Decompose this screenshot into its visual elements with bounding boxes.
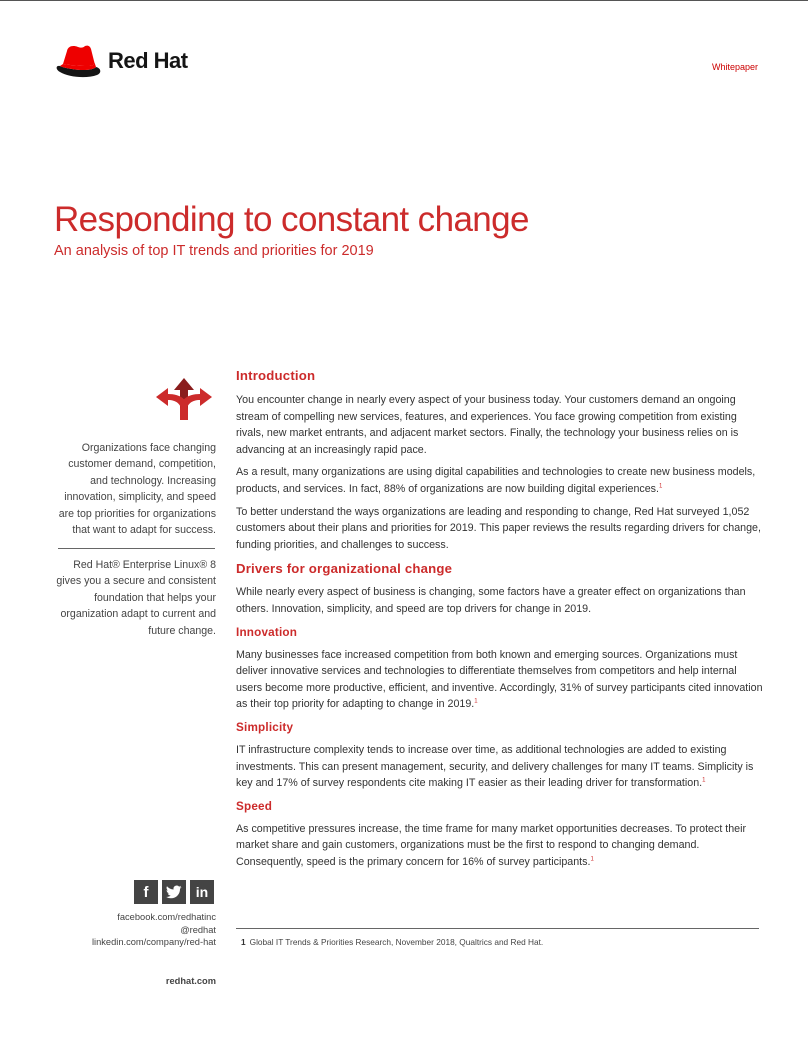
website-link[interactable]: redhat.com (165, 976, 216, 986)
sidebar-callout: Organizations face changing customer demand, competition, and technology. Increasing innovation, simplicity, and speed are top priorities for organizations that want to adapt for success. (58, 442, 216, 537)
footnote-ref: 1 (702, 777, 706, 784)
red-hat-logo[interactable] (54, 44, 188, 78)
section-heading-introduction: Introduction (236, 368, 316, 383)
footnote-divider (236, 928, 759, 929)
top-rule (0, 0, 808, 1)
subheading-speed: Speed (236, 799, 273, 813)
sidebar-divider (58, 548, 215, 549)
intro-paragraph-2: As a result, many organizations are using digital capabilities and technologies to create new business models, products, and services. In fact, 88% of organizations are now building digital experiences.$^1$ (236, 466, 756, 495)
intro-paragraph-1: You encounter change in nearly every aspect of your business today. Your customers demand an ongoing stream of compelling new services, features, and experiences. You face growing competition from existing rivals, new market entrants, and adjacent market sectors. Finally, the technology your business relies on is advancing at an increasingly rapid pace. (236, 394, 739, 456)
page-title: Responding to constant change (54, 200, 529, 239)
twitter-link[interactable]: @redhat (180, 924, 216, 935)
footnote-text: Global IT Trends & Priorities Research, November 2018, Qualtrics and Red Hat. (249, 937, 544, 947)
footnote-ref: 1 (590, 856, 594, 863)
branching-arrows-icon (154, 376, 214, 422)
footnote (241, 937, 543, 947)
red-hat-logo-icon (54, 44, 102, 78)
section-heading-drivers: Drivers for organizational change (236, 561, 453, 577)
document-type-label: Whitepaper (711, 62, 758, 72)
facebook-icon[interactable]: f (134, 880, 158, 904)
main-content (236, 366, 764, 870)
drivers-paragraph: While nearly every aspect of business is changing, some factors have a greater effect on organizations than others. Innovation, simplicity, and speed are top drivers for change in 2019. (236, 586, 746, 615)
footnote-ref: 1 (659, 483, 663, 490)
speed-paragraph: As competitive pressures increase, the time frame for many market opportunities decreases. To protect their market share and gain customers, organizations must be the first to respond to changing demand. Consequently, speed is the primary concern for 16% of survey participants.$^1$ (236, 822, 747, 868)
linkedin-link[interactable]: linkedin.com/company/red-hat (91, 937, 216, 947)
page-subtitle: An analysis of top IT trends and priorities for 2019 (54, 243, 374, 259)
twitter-icon[interactable] (162, 880, 186, 904)
subheading-innovation: Innovation (236, 625, 298, 639)
subheading-simplicity: Simplicity (236, 720, 294, 734)
sidebar-product-callout: Red Hat® Enterprise Linux® 8 gives you a secure and consistent foundation that helps your organization adapt to current and future change. (56, 559, 216, 637)
intro-paragraph-3: To better understand the ways organizations are leading and responding to change, Red Hat surveyed 1,052 customers about their plans and priorities for 2019. This paper reviews the results regarding drivers for change, funding priorities, and challenges to success. (236, 505, 761, 551)
footnote-ref: 1 (474, 698, 478, 705)
brand-name: Red Hat (108, 48, 188, 73)
footnote-number: 1 (241, 937, 246, 947)
social-links (92, 911, 216, 949)
simplicity-paragraph: IT infrastructure complexity tends to increase over time, as additional technologies are added to existing investments. This can present management, security, and delivery challenges for many IT teams. Simplicity is key and 17% of survey respondents cite making IT easier as their leading driver for transformation.$^1$ (236, 743, 754, 790)
linkedin-icon[interactable]: in (190, 880, 214, 904)
social-icons (134, 880, 214, 904)
innovation-paragraph: Many businesses face increased competition from both known and emerging sources. Organizations must deliver innovative services and technologies to differentiate themselves from competitors and help internal users become more productive, efficient, and inventive. Accordingly, 31% of survey participants cited innovation as their top priority for adapting to change in 2019.$^1$ (236, 648, 763, 711)
facebook-link[interactable]: facebook.com/redhatinc (117, 912, 216, 922)
